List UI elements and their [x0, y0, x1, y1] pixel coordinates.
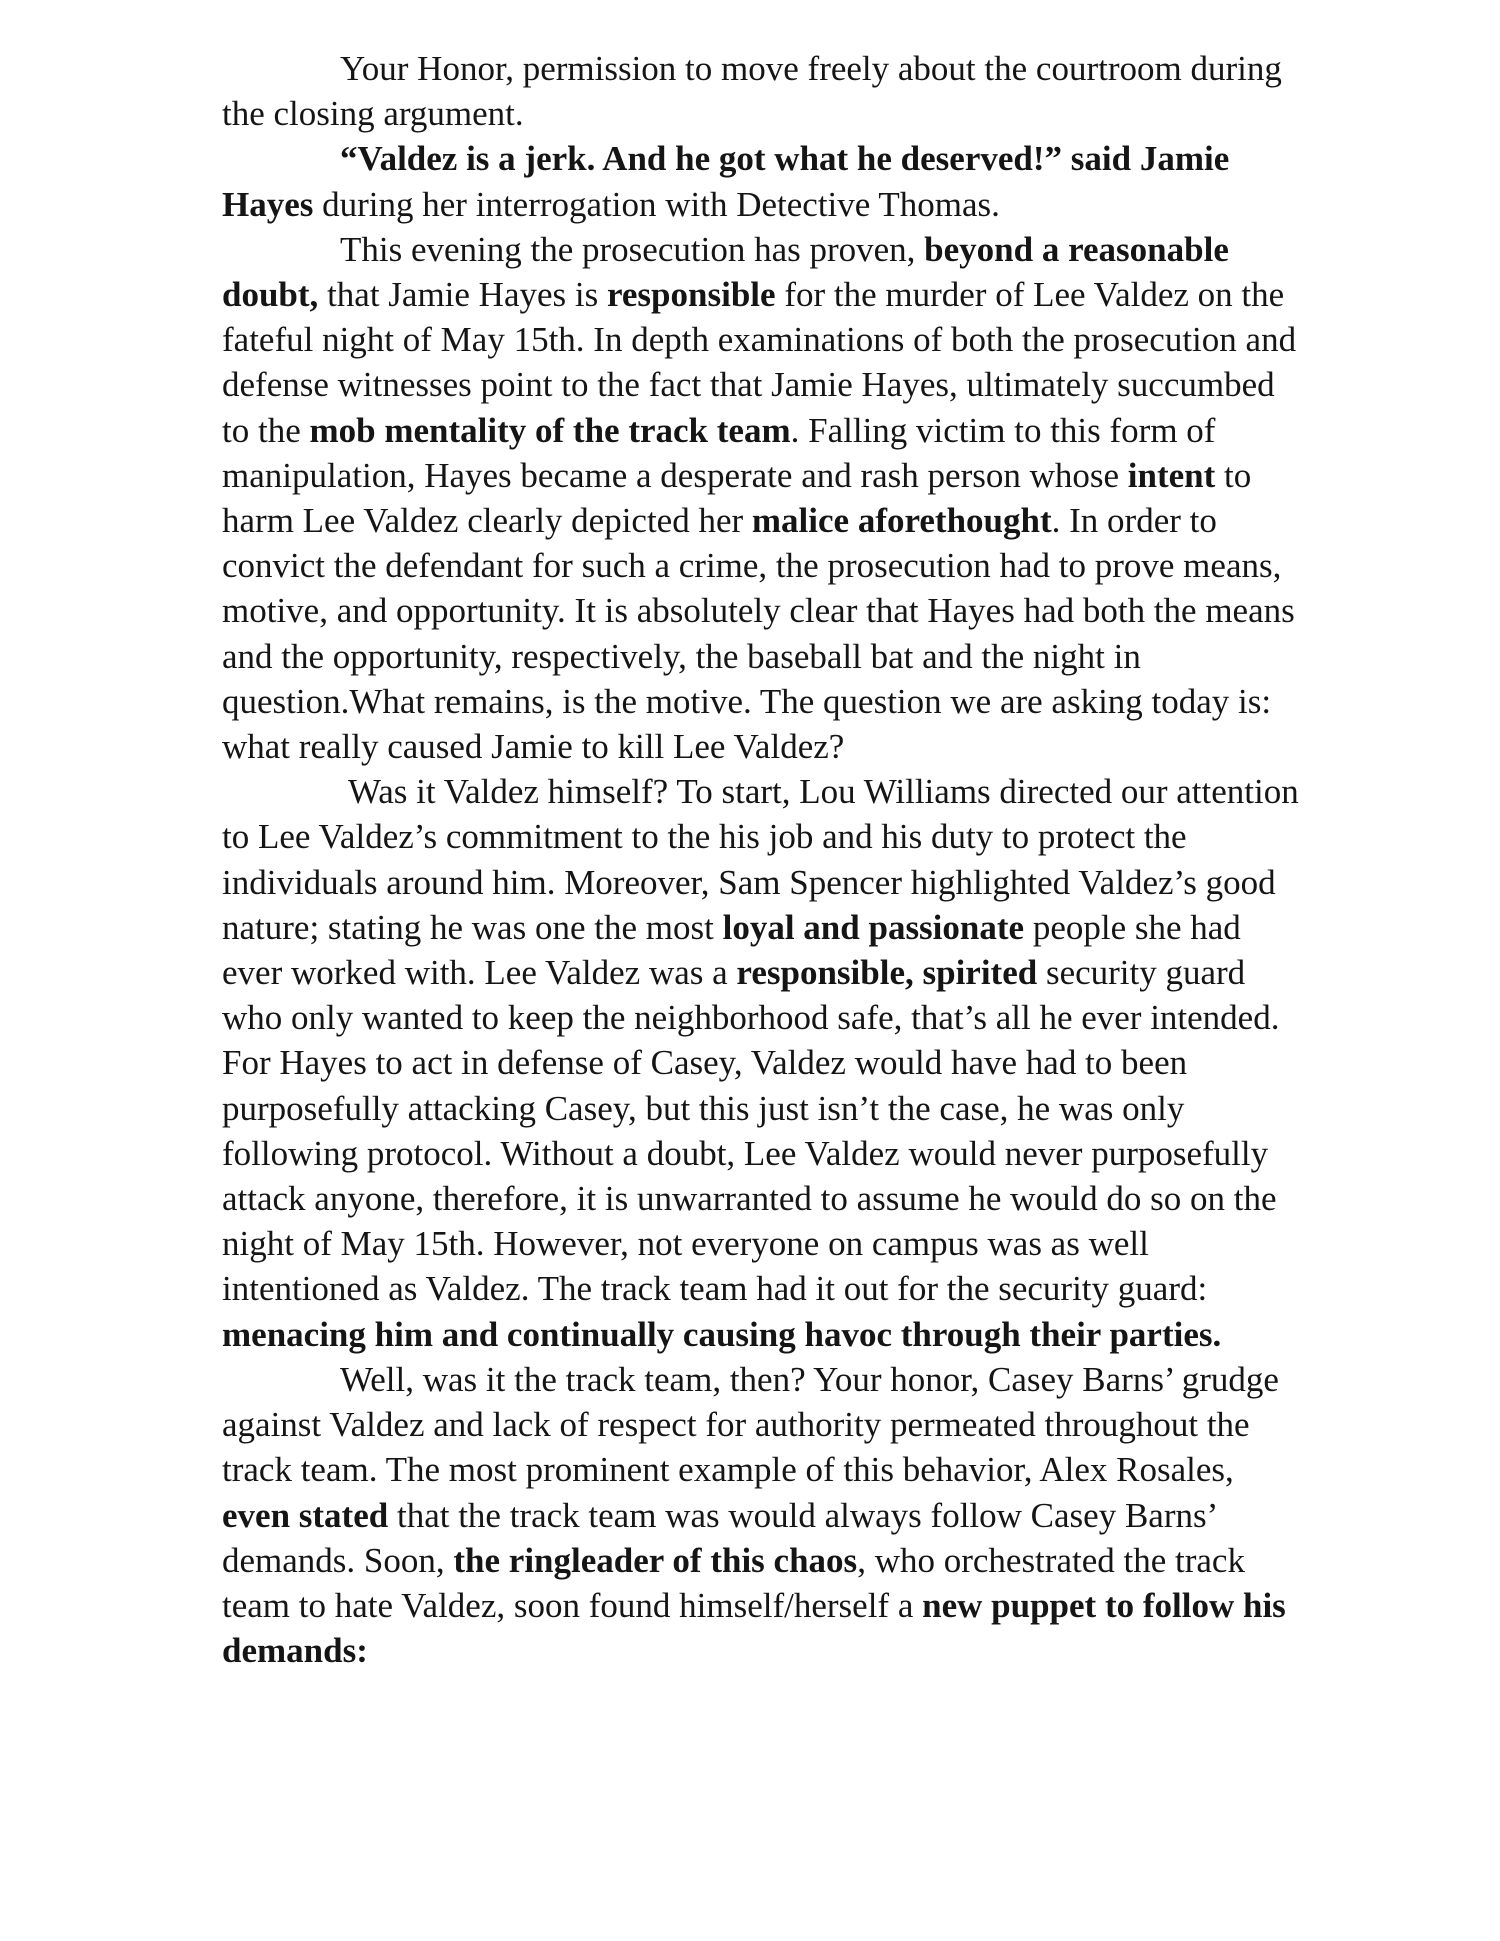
bold-span: “Valdez is a jerk. And he got what he deserved!” said Jamie Hayes [222, 139, 1230, 224]
text-span: . Falling victim to this form of manipulation, Hayes became a desperate and rash person whose [222, 410, 1216, 495]
paragraph-quote [222, 136, 1302, 226]
text-span: people she had ever worked with. Lee Valdez was a [222, 907, 1241, 993]
text-span: Well, was it the track team, then? Your honor, Casey Barns’ grudge against Valdez and lack of respect for authority permeated throughout the track team. The most prominent example of this behavior, Alex Rosales, [222, 1359, 1279, 1490]
bold-span: beyond a reasonable doubt, [222, 229, 1229, 315]
text-span: for the murder of Lee Valdez on the fateful night of May 15th. In depth examinations of both the prosecution and defense witnesses point to the fact that Jamie Hayes, ultimately succumbed to the [222, 275, 1297, 450]
bold-span: malice aforethought [751, 501, 1052, 541]
text-span: Your Honor, permission to move freely about the courtroom during the closing argument. [222, 49, 1282, 134]
document-page [222, 46, 1302, 1673]
bold-span: the ringleader of this chaos [453, 1540, 858, 1580]
bold-span: intent [1127, 455, 1216, 495]
bold-span: responsible [607, 275, 776, 315]
text-span: security guard who only wanted to keep the neighborhood safe, that’s all he ever intended. For Hayes to act in defense of Casey, Valdez would have had to been purposefully attacking Casey, but this just isn’t the case, he was only following protocol. Without a doubt, Lee Valdez would never purposefully attack anyone, therefore, it is unwarranted to assume he would do so on the night of May 15th. However, not everyone on campus was as well intentioned as Valdez. The track team had it out for the security guard: [222, 953, 1280, 1309]
text-span: that Jamie Hayes is [318, 275, 607, 315]
bold-span: loyal and passionate [722, 907, 1025, 947]
paragraph-prosecution-proof [222, 227, 1302, 769]
bold-span: even stated [222, 1495, 389, 1535]
paragraph-track-team [222, 1357, 1302, 1673]
bold-span: new puppet to follow his demands: [222, 1585, 1286, 1671]
paragraph-valdez-himself [222, 769, 1302, 1357]
text-span: during her interrogation with Detective Thomas. [313, 184, 1000, 224]
text-span: to harm Lee Valdez clearly depicted her [222, 455, 1252, 541]
text-span: Was it Valdez himself? To start, Lou Williams directed our attention to Lee Valdez’s commitment to the his job and his duty to protect the individuals around him. Moreover, Sam Spencer highlighted Valdez’s good nature; stating he was one the most [222, 772, 1299, 947]
text-span: that the track team was would always follow Casey Barns’ demands. Soon, [222, 1495, 1216, 1580]
text-span: . In order to convict the defendant for such a crime, the prosecution had to prove means, motive, and opportunity. It is absolutely clear that Hayes had both the means and the opportunity, respectively, the baseball bat and the night in question.What remains, is the motive. The question we are asking today is: what really caused Jamie to kill Lee Valdez? [222, 501, 1295, 767]
text-span: This evening the prosecution has proven, [340, 229, 925, 269]
text-span: , who orchestrated the track team to hate Valdez, soon found himself/herself a [222, 1540, 1245, 1625]
bold-span: responsible, spirited [736, 953, 1038, 993]
bold-span: mob mentality of the track team [309, 410, 791, 450]
paragraph-permission [222, 46, 1302, 136]
bold-span: menacing him and continually causing havoc through their parties. [222, 1314, 1222, 1354]
